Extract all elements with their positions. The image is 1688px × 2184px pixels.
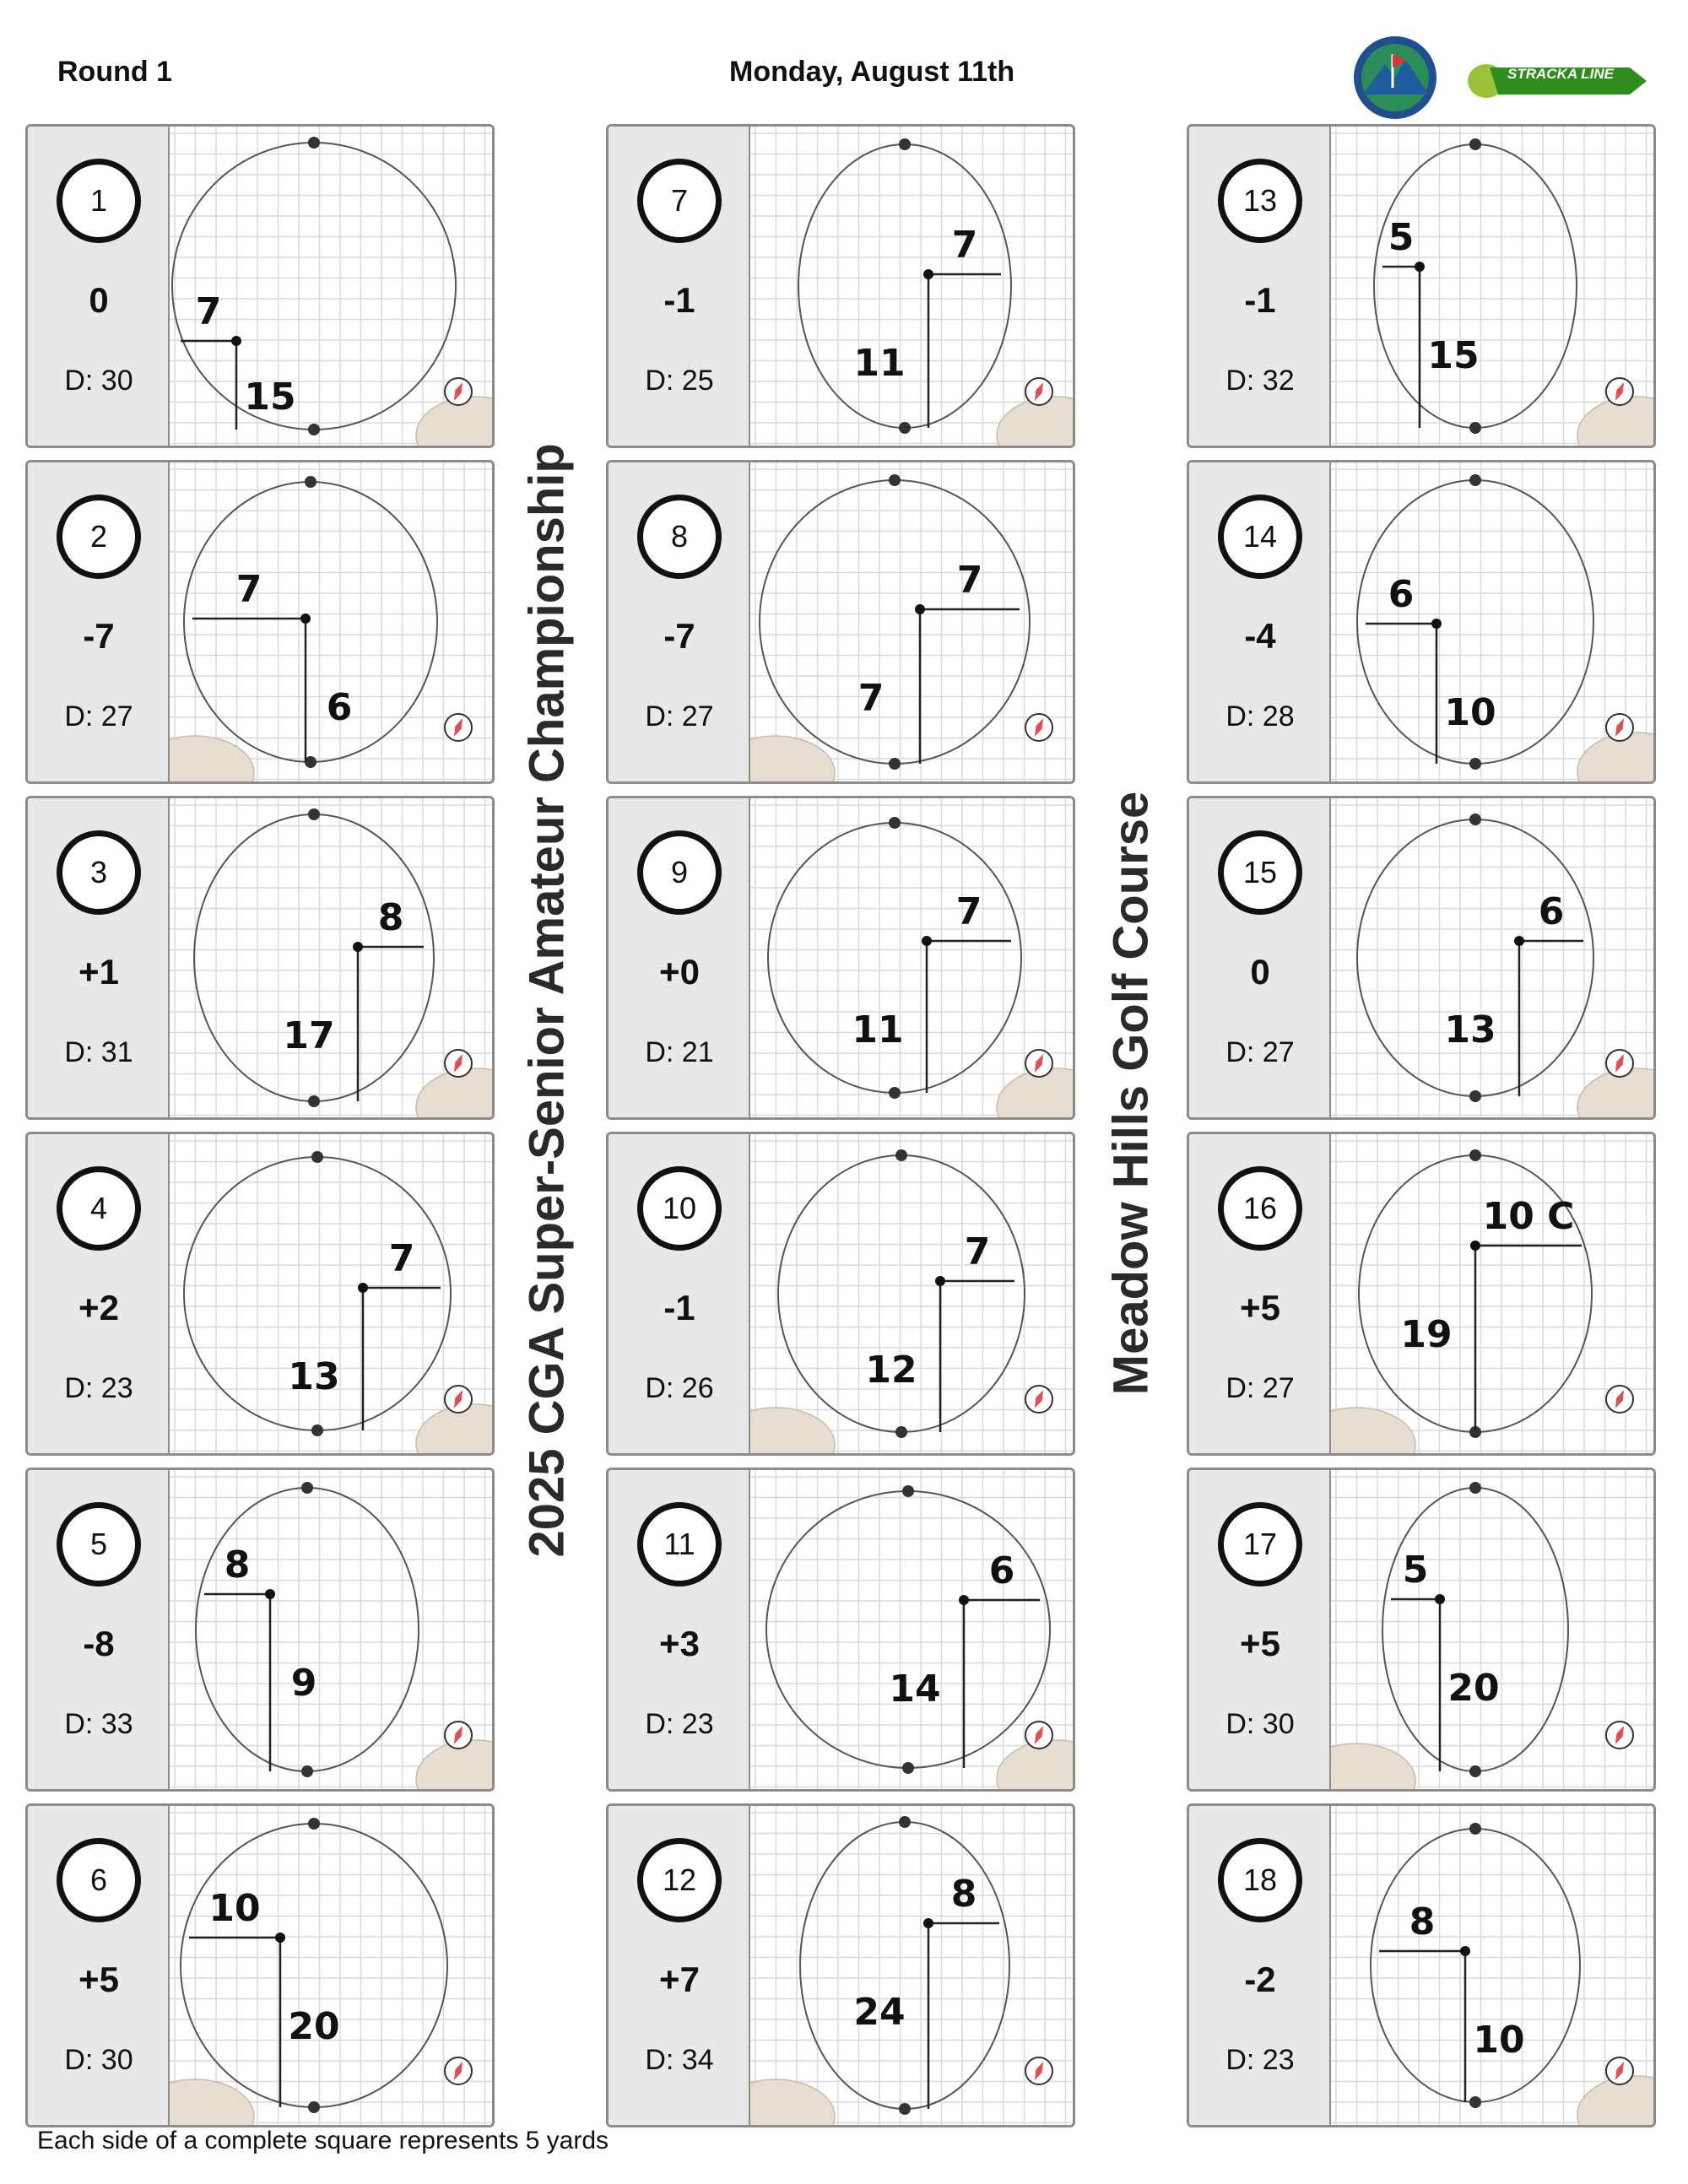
green-diagram — [170, 798, 492, 1117]
compass-icon — [1606, 1050, 1633, 1077]
yard-grid — [750, 462, 1073, 781]
yard-grid — [170, 798, 492, 1117]
back-marker — [311, 1151, 323, 1163]
depth-distance-label: 10 — [1473, 2019, 1525, 2062]
hole-score: -1 — [663, 1288, 695, 1327]
pin-position — [275, 1933, 285, 1943]
hole-number: 8 — [637, 495, 722, 579]
compass-icon — [445, 1050, 472, 1077]
front-marker — [308, 424, 320, 435]
green-depth: D: 27 — [1225, 1036, 1295, 1068]
hole-card — [25, 1468, 495, 1792]
pin-position — [923, 269, 933, 279]
depth-distance-label: 17 — [283, 1014, 335, 1057]
bunker-shape — [750, 1408, 835, 1453]
hole-number: 6 — [57, 1838, 141, 1922]
event-title: 2025 CGA Super-Senior Amateur Championship — [519, 443, 575, 1558]
side-distance-label: 7 — [955, 890, 982, 933]
depth-distance-label: 13 — [288, 1355, 340, 1398]
yard-grid — [1331, 1134, 1653, 1453]
depth-distance-label: 19 — [1400, 1313, 1453, 1356]
hole-number: 15 — [1218, 830, 1302, 915]
depth-distance-label: 20 — [1447, 1667, 1500, 1710]
green-depth: D: 26 — [645, 1372, 714, 1404]
hole-number: 13 — [1218, 159, 1302, 243]
depth-distance-label: 6 — [326, 686, 353, 729]
hole-score: +2 — [78, 1288, 119, 1327]
green-depth: D: 21 — [645, 1036, 714, 1068]
yard-grid — [170, 127, 492, 446]
hole-info-panel — [609, 1134, 750, 1453]
green-depth: D: 25 — [645, 365, 714, 397]
hole-number: 17 — [1218, 1502, 1302, 1587]
hole-card — [25, 1132, 495, 1456]
pin-position — [935, 1276, 945, 1286]
hole-info-panel — [28, 1806, 170, 2125]
pin-position — [231, 336, 241, 346]
hole-info-panel — [609, 1806, 750, 2125]
hole-card — [606, 1803, 1075, 2127]
hole-score: -1 — [663, 280, 695, 320]
side-distance-label: 8 — [377, 896, 404, 939]
back-marker — [308, 1818, 320, 1830]
hole-info-panel — [1189, 798, 1331, 1117]
yard-grid — [1331, 1806, 1653, 2125]
compass-icon — [445, 2057, 472, 2084]
hole-info-panel — [609, 1470, 750, 1789]
bunker-shape — [750, 736, 835, 781]
back-marker — [899, 1816, 911, 1828]
yard-grid — [750, 1806, 1073, 2125]
green-outline — [760, 480, 1030, 764]
depth-distance-label: 12 — [865, 1349, 917, 1392]
hole-score: +3 — [659, 1624, 700, 1663]
green-diagram — [750, 1470, 1073, 1789]
hole-number: 3 — [57, 830, 141, 915]
side-distance-label: 5 — [1402, 1549, 1429, 1592]
side-distance-label: 7 — [964, 1230, 991, 1273]
bunker-shape — [170, 736, 254, 781]
green-diagram — [1331, 127, 1653, 446]
hole-card — [25, 124, 495, 448]
front-marker — [1469, 1090, 1481, 1102]
side-distance-label: 10 — [208, 1887, 261, 1930]
back-marker — [1469, 814, 1481, 825]
side-distance-label: 8 — [224, 1543, 251, 1587]
side-distance-label: 8 — [950, 1873, 977, 1916]
back-marker — [308, 137, 320, 149]
hole-score: -4 — [1244, 616, 1276, 656]
hole-info-panel — [609, 798, 750, 1117]
hole-score: -7 — [663, 616, 695, 656]
pin-position — [265, 1589, 275, 1599]
front-marker — [1469, 1765, 1481, 1777]
green-depth: D: 34 — [645, 2044, 714, 2076]
depth-distance-label: 15 — [244, 376, 296, 419]
hole-score: +0 — [659, 952, 700, 992]
back-marker — [1469, 1823, 1481, 1835]
depth-distance-label: 10 — [1444, 691, 1496, 734]
hole-card — [606, 1132, 1075, 1456]
logo-text: STRACKA LINE — [1507, 66, 1614, 82]
hole-card — [1187, 796, 1656, 1120]
hole-score: -1 — [1244, 280, 1276, 320]
compass-icon — [1025, 1386, 1052, 1413]
hole-number: 12 — [637, 1838, 722, 1922]
green-depth: D: 31 — [64, 1036, 133, 1068]
compass-icon — [1025, 378, 1052, 405]
green-outline — [1382, 1488, 1568, 1771]
green-depth: D: 23 — [1225, 2044, 1295, 2076]
hole-number: 4 — [57, 1166, 141, 1251]
hole-info-panel — [28, 127, 170, 446]
depth-distance-label: 9 — [290, 1662, 317, 1705]
hole-info-panel — [1189, 1806, 1331, 2125]
bunker-shape — [170, 2079, 254, 2125]
green-depth: D: 30 — [64, 365, 133, 397]
back-marker — [895, 1149, 907, 1161]
side-distance-label: 5 — [1388, 216, 1415, 259]
hole-number: 5 — [57, 1502, 141, 1587]
green-depth: D: 30 — [1225, 1708, 1295, 1740]
side-distance-label: 7 — [951, 224, 978, 267]
green-outline — [196, 1488, 419, 1771]
side-distance-label: 7 — [195, 290, 222, 333]
yard-grid — [1331, 1470, 1653, 1789]
yard-grid — [750, 1470, 1073, 1789]
back-marker — [902, 1485, 914, 1497]
front-marker — [895, 1426, 907, 1438]
front-marker — [1469, 2096, 1481, 2108]
back-marker — [1469, 474, 1481, 486]
pin-position — [1514, 936, 1524, 946]
front-marker — [1469, 422, 1481, 434]
hole-number: 11 — [637, 1502, 722, 1587]
compass-icon — [1025, 2057, 1052, 2084]
green-outline — [1374, 144, 1577, 428]
hole-info-panel — [1189, 1134, 1331, 1453]
green-outline — [172, 143, 456, 430]
back-marker — [1469, 138, 1481, 150]
green-diagram — [170, 1134, 492, 1453]
hole-card — [1187, 124, 1656, 448]
front-marker — [889, 758, 901, 770]
pin-position — [1415, 262, 1425, 272]
green-outline — [766, 1491, 1050, 1768]
green-diagram — [750, 127, 1073, 446]
hole-score: 0 — [1250, 952, 1270, 992]
hole-card — [1187, 1468, 1656, 1792]
green-depth: D: 27 — [645, 700, 714, 733]
yard-grid — [1331, 127, 1653, 446]
hole-card — [606, 124, 1075, 448]
front-marker — [1469, 758, 1481, 770]
front-marker — [899, 2103, 911, 2115]
pin-position — [923, 1918, 933, 1928]
depth-distance-label: 11 — [853, 342, 906, 385]
course-logo — [1351, 34, 1439, 122]
green-diagram — [750, 1134, 1073, 1453]
hole-score: +5 — [1240, 1288, 1280, 1327]
compass-icon — [1025, 1722, 1052, 1749]
side-distance-label: 10 C — [1482, 1195, 1575, 1238]
back-marker — [301, 1482, 313, 1494]
hole-number: 16 — [1218, 1166, 1302, 1251]
hole-score: +5 — [78, 1960, 119, 1999]
yard-grid — [750, 798, 1073, 1117]
pin-position — [1460, 1946, 1470, 1956]
hole-score: +1 — [78, 952, 119, 992]
back-marker — [889, 474, 901, 486]
hole-score: -2 — [1244, 1960, 1276, 1999]
hole-info-panel — [28, 1470, 170, 1789]
compass-icon — [1025, 1050, 1052, 1077]
hole-number: 9 — [637, 830, 722, 915]
depth-distance-label: 20 — [288, 2005, 340, 2048]
front-marker — [899, 422, 911, 434]
round-date: Monday, August 11th — [729, 56, 1015, 88]
hole-info-panel — [1189, 462, 1331, 781]
back-marker — [889, 817, 901, 829]
footer-note: Each side of a complete square represents 5 yards — [37, 2127, 609, 2154]
front-marker — [902, 1762, 914, 1774]
hole-score: 0 — [89, 280, 109, 320]
depth-distance-label: 24 — [853, 1991, 906, 2034]
green-diagram — [170, 462, 492, 781]
front-marker — [308, 1095, 320, 1107]
hole-info-panel — [1189, 1470, 1331, 1789]
green-depth: D: 28 — [1225, 700, 1295, 733]
green-outline — [800, 1822, 1009, 2109]
pin-position — [358, 1283, 368, 1293]
front-marker — [301, 1765, 313, 1777]
hole-card — [606, 1468, 1075, 1792]
pin-position — [1470, 1241, 1480, 1251]
yard-grid — [170, 462, 492, 781]
green-diagram — [1331, 1806, 1653, 2125]
hole-score: -7 — [83, 616, 115, 656]
side-distance-label: 7 — [235, 568, 262, 611]
pin-position — [300, 614, 311, 624]
hole-card — [606, 796, 1075, 1120]
compass-icon — [445, 714, 472, 741]
side-distance-label: 6 — [1538, 890, 1565, 933]
green-outline — [184, 482, 437, 762]
back-marker — [305, 476, 316, 488]
depth-distance-label: 15 — [1427, 334, 1480, 377]
hole-info-panel — [28, 462, 170, 781]
side-distance-label: 6 — [1388, 573, 1415, 616]
back-marker — [308, 808, 320, 820]
hole-card — [25, 1803, 495, 2127]
pin-position — [922, 936, 932, 946]
hole-card — [25, 796, 495, 1120]
green-depth: D: 23 — [645, 1708, 714, 1740]
hole-card — [25, 460, 495, 784]
green-depth: D: 27 — [1225, 1372, 1295, 1404]
compass-icon — [1606, 714, 1633, 741]
side-distance-label: 7 — [956, 559, 983, 602]
hole-score: -8 — [83, 1624, 115, 1663]
yard-grid — [170, 1806, 492, 2125]
pin-position — [959, 1595, 969, 1605]
round-label: Round 1 — [57, 56, 172, 88]
front-marker — [889, 1087, 901, 1099]
compass-icon — [1606, 1722, 1633, 1749]
green-diagram — [1331, 462, 1653, 781]
green-depth: D: 33 — [64, 1708, 133, 1740]
front-marker — [308, 2101, 320, 2113]
hole-number: 1 — [57, 159, 141, 243]
hole-card — [1187, 1132, 1656, 1456]
hole-info-panel — [28, 798, 170, 1117]
yard-grid — [170, 1134, 492, 1453]
green-diagram — [1331, 1470, 1653, 1789]
bunker-shape — [1331, 1743, 1415, 1789]
hole-info-panel — [609, 462, 750, 781]
green-outline — [181, 1824, 447, 2107]
compass-icon — [1025, 714, 1052, 741]
pin-position — [1435, 1594, 1445, 1604]
compass-icon — [1606, 378, 1633, 405]
course-title: Meadow Hills Golf Course — [1103, 791, 1159, 1396]
hole-info-panel — [1189, 127, 1331, 446]
compass-icon — [1606, 2057, 1633, 2084]
back-marker — [899, 138, 911, 150]
green-diagram — [1331, 798, 1653, 1117]
green-depth: D: 27 — [64, 700, 133, 733]
yard-grid — [1331, 798, 1653, 1117]
hole-number: 2 — [57, 495, 141, 579]
pin-position — [353, 942, 363, 952]
green-outline — [194, 814, 434, 1101]
hole-number: 18 — [1218, 1838, 1302, 1922]
bunker-shape — [1331, 1408, 1415, 1453]
depth-distance-label: 14 — [889, 1668, 941, 1711]
compass-icon — [445, 1386, 472, 1413]
depth-distance-label: 7 — [858, 677, 885, 720]
depth-distance-label: 11 — [852, 1008, 904, 1051]
green-diagram — [170, 127, 492, 446]
hole-card — [1187, 460, 1656, 784]
hole-number: 10 — [637, 1166, 722, 1251]
back-marker — [1469, 1482, 1481, 1494]
green-diagram — [170, 1806, 492, 2125]
bunker-shape — [750, 2079, 835, 2125]
green-depth: D: 23 — [64, 1372, 133, 1404]
pin-position — [1431, 619, 1442, 629]
green-diagram — [1331, 1134, 1653, 1453]
hole-number: 14 — [1218, 495, 1302, 579]
hole-card — [1187, 1803, 1656, 2127]
green-diagram — [750, 1806, 1073, 2125]
hole-score: +7 — [659, 1960, 700, 1999]
green-diagram — [170, 1470, 492, 1789]
hole-number: 7 — [637, 159, 722, 243]
green-depth: D: 30 — [64, 2044, 133, 2076]
depth-distance-label: 13 — [1444, 1008, 1496, 1051]
compass-icon — [445, 1722, 472, 1749]
compass-icon — [1606, 1386, 1633, 1413]
side-distance-label: 7 — [388, 1237, 415, 1280]
green-outline — [1357, 819, 1593, 1096]
pin-position — [915, 604, 925, 614]
green-outline — [798, 144, 1011, 428]
green-depth: D: 32 — [1225, 365, 1295, 397]
hole-info-panel — [28, 1134, 170, 1453]
side-distance-label: 6 — [988, 1549, 1015, 1592]
side-distance-label: 8 — [1409, 1900, 1436, 1943]
yard-grid — [170, 1470, 492, 1789]
hole-card — [606, 460, 1075, 784]
green-diagram — [750, 798, 1073, 1117]
back-marker — [1469, 1149, 1481, 1161]
hole-info-panel — [609, 127, 750, 446]
compass-icon — [445, 378, 472, 405]
stracka-line-logo — [1464, 52, 1650, 105]
green-diagram — [750, 462, 1073, 781]
hole-score: +5 — [1240, 1624, 1280, 1663]
front-marker — [311, 1424, 323, 1436]
